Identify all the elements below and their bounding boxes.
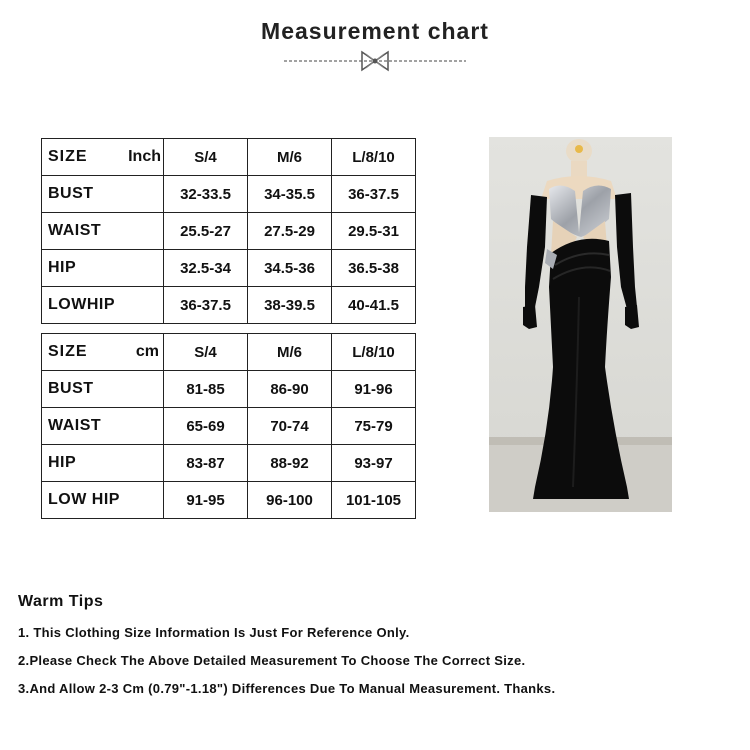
- column-header: L/8/10: [332, 139, 416, 176]
- table-cell: 36-37.5: [332, 176, 416, 213]
- table-cell: 36.5-38: [332, 250, 416, 287]
- tip-item: 2.Please Check The Above Detailed Measurement To Choose The Correct Size.: [18, 653, 526, 668]
- table-cell: 36-37.5: [164, 287, 248, 324]
- table-cell: 27.5-29: [248, 213, 332, 250]
- row-label: BUST: [42, 371, 164, 408]
- size-unit-header: [42, 334, 164, 371]
- column-header: L/8/10: [332, 334, 416, 371]
- unit-label: cm: [135, 343, 159, 360]
- row-label: HIP: [42, 445, 164, 482]
- table-cell: 81-85: [164, 371, 248, 408]
- table-cell: 25.5-27: [164, 213, 248, 250]
- tip-item: 3.And Allow 2-3 Cm (0.79"-1.18") Differences Due To Manual Measurement. Thanks.: [18, 681, 556, 696]
- row-label: WAIST: [42, 213, 164, 250]
- row-label: BUST: [42, 176, 164, 213]
- table-cell: 32-33.5: [164, 176, 248, 213]
- table-cell: 75-79: [332, 408, 416, 445]
- table-cell: 40-41.5: [332, 287, 416, 324]
- table-cell: 34-35.5: [248, 176, 332, 213]
- size-unit-header: [42, 139, 164, 176]
- table-cell: 29.5-31: [332, 213, 416, 250]
- table-cell: 65-69: [164, 408, 248, 445]
- table-row: [42, 445, 416, 482]
- table-header-row: [42, 139, 416, 176]
- table-cell: 86-90: [248, 371, 332, 408]
- row-label: WAIST: [42, 408, 164, 445]
- column-header: S/4: [164, 334, 248, 371]
- table-cell: 34.5-36: [248, 250, 332, 287]
- page-title: Measurement chart: [261, 18, 489, 44]
- table-cell: 101-105: [332, 482, 416, 519]
- column-header: M/6: [248, 334, 332, 371]
- table-row: [42, 408, 416, 445]
- table-row: [42, 213, 416, 250]
- table-header-row: [42, 334, 416, 371]
- bow-ornament-icon: [284, 48, 466, 74]
- table-row: [42, 250, 416, 287]
- size-label: SIZE: [48, 343, 88, 360]
- tip-item: 1. This Clothing Size Information Is Just For Reference Only.: [18, 625, 410, 640]
- dress-photo: [489, 137, 672, 512]
- table-cell: 91-95: [164, 482, 248, 519]
- table-row: [42, 176, 416, 213]
- size-label: SIZE: [48, 148, 88, 165]
- table-cell: 32.5-34: [164, 250, 248, 287]
- warm-tips-title: Warm Tips: [18, 593, 104, 610]
- row-label: HIP: [42, 250, 164, 287]
- table-cell: 93-97: [332, 445, 416, 482]
- table-row: [42, 482, 416, 519]
- column-header: S/4: [164, 139, 248, 176]
- table-row: [42, 371, 416, 408]
- inch-size-table: [41, 138, 416, 324]
- cm-size-table: [41, 333, 416, 519]
- table-cell: 88-92: [248, 445, 332, 482]
- table-row: [42, 287, 416, 324]
- column-header: M/6: [248, 139, 332, 176]
- table-cell: 96-100: [248, 482, 332, 519]
- table-cell: 83-87: [164, 445, 248, 482]
- row-label: LOWHIP: [42, 287, 164, 324]
- row-label: LOW HIP: [42, 482, 164, 519]
- unit-label: Inch: [128, 148, 161, 165]
- table-cell: 91-96: [332, 371, 416, 408]
- table-cell: 70-74: [248, 408, 332, 445]
- table-cell: 38-39.5: [248, 287, 332, 324]
